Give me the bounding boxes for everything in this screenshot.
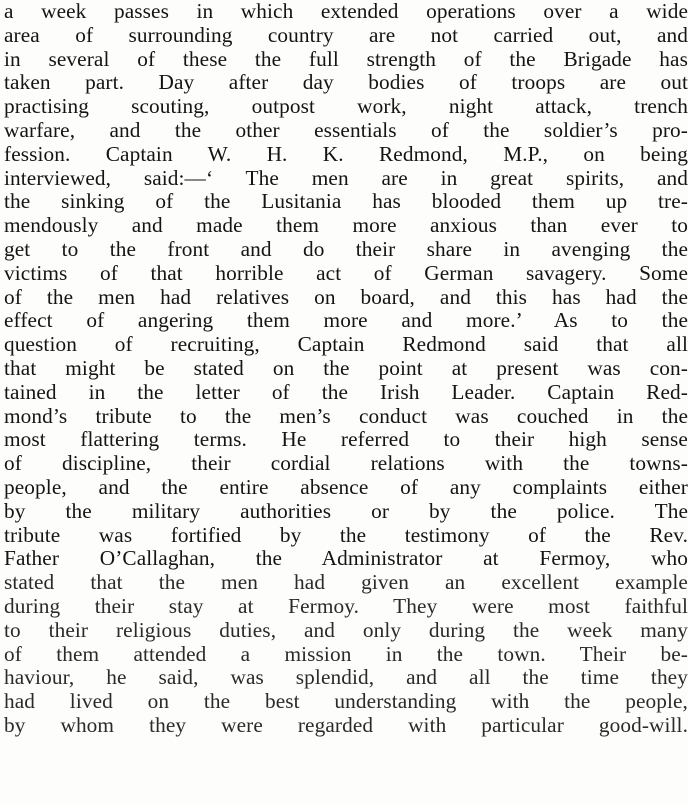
text-line: people, and the entire absence of any complaints either: [4, 475, 688, 499]
text-line: a week passes in which extended operations over a wide: [4, 0, 688, 23]
text-line: haviour, he said, was splendid, and all the time they: [4, 666, 688, 690]
text-line: mond’s tribute to the men’s conduct was couched in the: [4, 404, 688, 428]
text-line: in several of these the full strength of the Brigade has: [4, 47, 688, 71]
text-line: question of recruiting, Captain Redmond said that all: [4, 333, 688, 357]
text-line: practising scouting, outpost work, night attack, trench: [4, 95, 688, 119]
article-text: [4, 0, 688, 738]
text-line: mendously and made them more anxious than ever to: [4, 214, 688, 238]
text-line: get to the front and do their share in avenging the: [4, 237, 688, 261]
text-line: of them attended a mission in the town. Their be-: [4, 642, 688, 666]
text-line: of discipline, their cordial relations with the towns-: [4, 452, 688, 476]
text-line: fession. Captain W. H. K. Redmond, M.P., on being: [4, 142, 688, 166]
text-line: during their stay at Fermoy. They were most faithful: [4, 594, 688, 618]
text-line: victims of that horrible act of German savagery. Some: [4, 261, 688, 285]
text-line: that might be stated on the point at present was con-: [4, 356, 688, 380]
text-line: most flattering terms. He referred to their high sense: [4, 428, 688, 452]
text-line: interviewed, said:—‘ The men are in great spirits, and: [4, 166, 688, 190]
text-line: tribute was fortified by the testimony of the Rev.: [4, 523, 688, 547]
text-line: warfare, and the other essentials of the soldier’s pro-: [4, 118, 688, 142]
text-line: had lived on the best understanding with the people,: [4, 690, 688, 714]
text-line: Father O’Callaghan, the Administrator at Fermoy, who: [4, 547, 688, 571]
text-line: stated that the men had given an excellent example: [4, 571, 688, 595]
text-line: of the men had relatives on board, and this has had the: [4, 285, 688, 309]
text-line: the sinking of the Lusitania has blooded them up tre-: [4, 190, 688, 214]
text-line: tained in the letter of the Irish Leader. Captain Red-: [4, 380, 688, 404]
text-line: to their religious duties, and only during the week many: [4, 618, 688, 642]
text-line: effect of angering them more and more.’ As to the: [4, 309, 688, 333]
text-line: taken part. Day after day bodies of troops are out: [4, 71, 688, 95]
text-line: by whom they were regarded with particular good-will.: [4, 713, 688, 737]
text-line: area of surrounding country are not carried out, and: [4, 23, 688, 47]
text-line: by the military authorities or by the police. The: [4, 499, 688, 523]
